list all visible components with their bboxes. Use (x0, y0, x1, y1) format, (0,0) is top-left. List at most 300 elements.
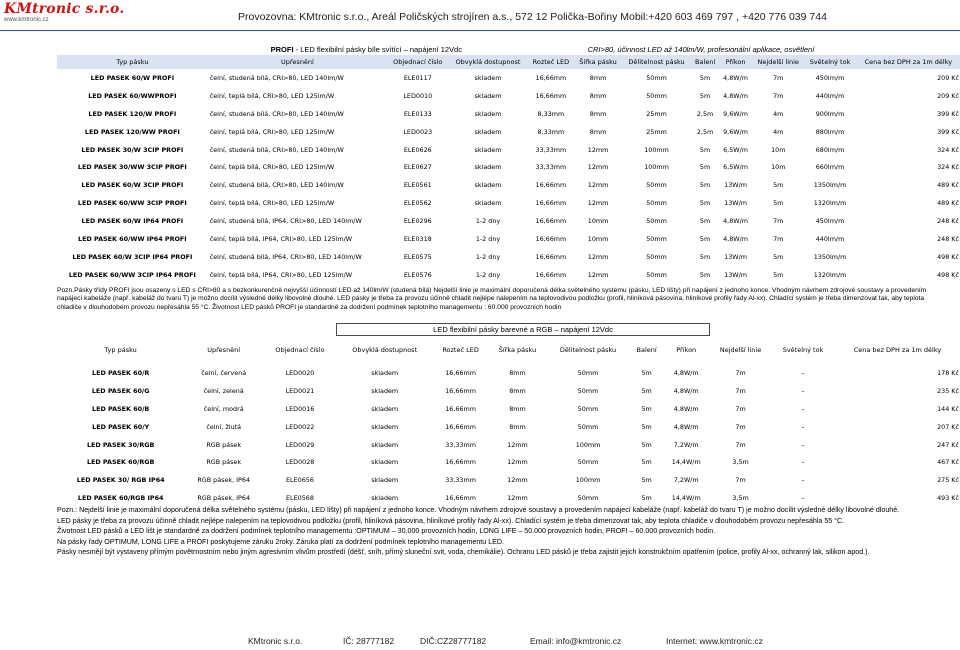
table-cell: čelní, modrá (203, 404, 244, 413)
table-cell: 7m (773, 217, 784, 226)
table-cell: čelní, studená bílá, CRI>80, LED 140lm/W (209, 145, 344, 154)
column-header: Šířka pásku (579, 58, 617, 66)
table-cell: 6,5W/m (723, 145, 748, 154)
rgb-note (57, 505, 942, 558)
footer-web: Internet: www.kmtronic.cz (666, 636, 763, 646)
table-cell: ELE0117 (403, 73, 432, 82)
table-cell: 16,66mm (528, 230, 575, 248)
table-cell: 4,8W/m (663, 382, 709, 400)
table-cell: 8mm (589, 73, 607, 82)
table-cell: čelní, žlutá (184, 418, 263, 436)
table-cell: – (772, 489, 834, 507)
footer-email: Email: info@kmtronic.cz (530, 636, 622, 646)
table-cell: 16,66mm (445, 368, 476, 377)
table-cell: – (801, 476, 805, 485)
table-cell: skladem (474, 145, 502, 154)
rgb-banner-row (57, 324, 960, 336)
table-cell: skladem (337, 418, 433, 436)
table-cell: 13W/m (719, 266, 752, 284)
profi-note: Pozn.Pásky třídy PROFI jsou osazeny s LED s CRI>80 a s bezkonkurenčně nejvyšší účinností LED až 140lm/W (studená bílá) Nejdelší linie je maximální doporučená délka světelného systému (pásku, LED lišty) při napájení z jednoho konce. Vhodným návrhem zdrojové soustavy a provedením napájecí kabeláže (např. kabeláž do tvaru T) je možno docílit výsledné délky libovolné dlouhé. LED pásky je třeba za provozu účinně chladit nejlépe nalepením na teplovodivou podložku (profil, hliníková pásovina, hliníkové profily řady Al-xx). Chladící systém je třeba dimenzovat tak, aby teplota chladiče v dlouhodobém provozu nepřesáhla 55 °C. Životnost LED pásků PROFI je standardně za dodržení podmínek teplotního managementu : 60.000 provozních hodin (57, 287, 927, 311)
table-cell: čelní, teplá bílá, CRI>80, LED 125lm/W (208, 123, 387, 141)
table-cell: 7,2W/m (673, 476, 699, 485)
table-cell: 4,8W/m (673, 368, 699, 377)
table-cell: skladem (337, 382, 433, 400)
table-cell: ELE0626 (403, 145, 432, 154)
table-cell: 5m (641, 368, 652, 377)
table-cell: 7m (709, 382, 772, 400)
table-row (57, 176, 960, 194)
table-cell: 25mm (622, 123, 691, 141)
table-cell: 1-2 dny (448, 230, 527, 248)
table-cell: skladem (371, 368, 399, 377)
table-cell: 5m (691, 266, 719, 284)
table-cell: 440lm/m (804, 87, 855, 105)
table-cell: čelní, studená bílá, CRI>80, LED 140lm/W (209, 109, 344, 118)
table-cell: – (772, 382, 834, 400)
table-cell: 16,66mm (432, 453, 488, 471)
table-cell: ELE0568 (263, 489, 337, 507)
table-cell: 13W/m (719, 194, 752, 212)
table-cell: LED PASEK 60/WW IP64 PROFI (57, 230, 208, 248)
table-cell: 8mm (574, 87, 622, 105)
table-cell: čelní, studená bílá, CRI>80, LED 140lm/W (209, 73, 344, 82)
column-header: Dělitelnost pásku (628, 58, 685, 66)
table-cell: 10mm (574, 230, 622, 248)
column-header-row (57, 55, 960, 69)
table-cell: ELE0656 (286, 476, 314, 485)
table-row (57, 364, 960, 382)
table-cell: 275 Kč (937, 476, 959, 485)
footer-ic: IČ: 28777182 (343, 636, 395, 646)
table-cell: 100mm (575, 476, 601, 485)
table-cell: 7m (752, 87, 804, 105)
column-header: Příkon (663, 336, 709, 365)
table-cell: LED PASEK 30/WW 3CIP PROFI (57, 158, 208, 176)
column-header: Šířka pásku (489, 336, 547, 365)
table-cell: 1-2 dny (475, 217, 501, 226)
table-row (57, 123, 960, 141)
table-cell: 498 Kč (937, 252, 959, 261)
table-row (57, 194, 960, 212)
table-cell: 12mm (574, 194, 622, 212)
rgb-price-table (57, 323, 960, 507)
table-cell: 50mm (546, 418, 630, 436)
table-cell: LED PASEK 30/RGB (86, 440, 155, 449)
table-cell: 50mm (646, 217, 667, 226)
table-cell: LED PASEK 120/WW PROFI (57, 123, 208, 141)
table-row (57, 212, 960, 230)
table-cell: LED PASEK 30/W 3CIP PROFI (81, 145, 184, 154)
table-cell: 324 Kč (856, 158, 960, 176)
table-cell: 4,8W/m (719, 87, 752, 105)
column-header: Světelný tok (809, 58, 851, 66)
table-cell: 50mm (622, 87, 691, 105)
table-cell: ELE0562 (387, 194, 448, 212)
profi-price-table (57, 44, 960, 284)
table-cell: skladem (371, 404, 399, 413)
note-paragraph: Životnost LED pásků a LED lišt je standardně za dodržení podmínek teplotního managementu :OPTIMUM – 30.000 provozních hodin, LONG LIFE – 50.000 provozních hodin, PROFI – 60.000 provozních hodin. (57, 527, 716, 536)
table-cell: skladem (448, 194, 527, 212)
table-cell: skladem (448, 123, 527, 141)
table-cell: 12mm (587, 252, 609, 261)
table-cell: 209 Kč (856, 87, 960, 105)
column-header: Rozteč LED (532, 58, 570, 66)
table-cell: skladem (448, 158, 527, 176)
table-row (57, 158, 960, 176)
table-cell: 50mm (646, 181, 667, 190)
table-cell: ELE0576 (387, 266, 448, 284)
table-cell: skladem (337, 489, 433, 507)
table-cell: 8,33mm (528, 123, 575, 141)
table-cell: 7m (735, 476, 746, 485)
table-cell: 399 Kč (937, 109, 959, 118)
table-cell: 4,8W/m (673, 404, 699, 413)
table-cell: 8,33mm (537, 109, 565, 118)
table-cell: skladem (474, 181, 502, 190)
table-cell: 3,5m (709, 489, 772, 507)
table-cell: 5m (773, 252, 784, 261)
table-cell: LED PASEK 60/W PROFI (90, 73, 175, 82)
table-cell: 8mm (589, 109, 607, 118)
table-cell: – (801, 440, 805, 449)
table-cell: 5m (630, 489, 664, 507)
note-paragraph: Pásky nesmějí být vystaveny přímým povětrnostním nebo jiným agresivním vlivům prostředí (déšť, sníh, přímý sluneční svit, voda, chemikálie). Ochranu LED pásků je třeba zajistit jejich konstrukčním opatřením (police, profily Al-xx, ochranný lak, silikon apod.). (57, 548, 870, 557)
table-cell: 248 Kč (937, 217, 959, 226)
column-header: Objednací číslo (263, 336, 337, 365)
column-header: Cena bez DPH za 1m délky (864, 58, 953, 66)
table-cell: 7m (752, 230, 804, 248)
table-cell: čelní, teplá bílá, CRI>80, LED 125lm/W (208, 158, 387, 176)
table-cell: RGB pásek, IP64 (184, 489, 263, 507)
table-cell: 399 Kč (856, 123, 960, 141)
table-row (57, 266, 960, 284)
table-cell: 5m (699, 73, 711, 82)
table-cell: LED0010 (387, 87, 448, 105)
table-cell: 33,33mm (528, 158, 575, 176)
table-cell: 1-2 dny (448, 266, 527, 284)
note-paragraph: Na pásky řady OPTIMUM, LONG LIFE a PROFI poskytujeme záruku 2roky. Záruka platí za dodržení podmínek teplotního managementu LED. (57, 537, 504, 546)
table-row (57, 418, 960, 436)
table-cell: 8mm (574, 123, 622, 141)
table-cell: 5m (752, 194, 804, 212)
table-cell: 5m (699, 181, 711, 190)
table-cell: 4m (752, 123, 804, 141)
header-address: Provozovna: KMtronic s.r.o., Areál Poličských strojíren a.s., 572 12 Polička-Bořiny Mobil:+420 603 469 797 , +420 776 039 744 (238, 11, 827, 23)
banner-right: CRI>80, účinnost LED až 140lm/W, profesionální aplikace, osvětlení (587, 45, 815, 54)
table-row (57, 69, 960, 87)
table-cell: čelní, zelená (184, 382, 263, 400)
table-cell: 1350lm/m (813, 181, 847, 190)
table-cell: LED0016 (285, 404, 315, 413)
table-cell: LED PASEK 60/RGB (57, 453, 184, 471)
table-cell: 7m (735, 368, 746, 377)
table-cell: 5m (641, 404, 652, 413)
table-cell: ELE0296 (403, 217, 432, 226)
table-cell: 10m (771, 145, 786, 154)
table-cell: 4,8W/m (719, 230, 752, 248)
table-cell: 12mm (489, 453, 547, 471)
table-cell: 880lm/m (804, 123, 855, 141)
table-cell: 33,33mm (535, 145, 567, 154)
table-cell: skladem (337, 453, 433, 471)
table-cell: 50mm (622, 230, 691, 248)
table-cell: LED PASEK 60/WW 3CIP PROFI (57, 194, 208, 212)
table-cell: skladem (371, 440, 399, 449)
column-header: Upřesnění (281, 58, 314, 66)
table-cell: 7m (735, 404, 746, 413)
table-cell: ELE0575 (403, 252, 432, 261)
table-cell: 4,8W/m (663, 418, 709, 436)
table-cell: 16,66mm (432, 382, 488, 400)
table-cell: 4,8W/m (723, 217, 748, 226)
table-cell: LED PASEK 60/R (92, 368, 150, 377)
table-cell: 9,6W/m (723, 109, 748, 118)
table-cell: 12mm (507, 440, 528, 449)
column-header: Příkon (725, 58, 746, 66)
table-cell: 8mm (489, 418, 547, 436)
table-cell: 2,5m (696, 109, 714, 118)
table-cell: – (772, 453, 834, 471)
table-cell: 16,66mm (535, 181, 567, 190)
logo-url: www.kmtronic.cz (4, 17, 49, 23)
table-cell: čelní, červená (201, 368, 247, 377)
table-cell: LED PASEK 60/G (57, 382, 184, 400)
column-header: Cena bez DPH za 1m délky (834, 336, 960, 365)
table-cell: – (772, 418, 834, 436)
table-cell: LED PASEK 60/W 3CIP PROFI (81, 181, 184, 190)
table-cell: 33,33mm (445, 476, 476, 485)
banner-text: - LED flexibilní pásky bíle svítící – napájení 12Vdc (293, 45, 462, 54)
page-header (0, 0, 960, 38)
table-cell: 178 Kč (937, 368, 959, 377)
table-cell: LED0022 (263, 418, 337, 436)
table-cell: 50mm (546, 382, 630, 400)
table-row (57, 382, 960, 400)
table-cell: LED0020 (285, 368, 315, 377)
table-cell: 248 Kč (856, 230, 960, 248)
table-cell: 14,4W/m (663, 453, 709, 471)
table-cell: čelní, teplá bílá, CRI>80, LED 125lm/W (208, 194, 387, 212)
table-cell: 12mm (574, 158, 622, 176)
table-cell: 5m (699, 252, 711, 261)
table-cell: LED PASEK 60/Y (57, 418, 184, 436)
table-cell: 16,66mm (535, 217, 567, 226)
table-cell: ELE0561 (403, 181, 432, 190)
table-cell: 50mm (546, 453, 630, 471)
table-cell: 9,6W/m (719, 123, 752, 141)
table-cell: ELE0133 (403, 109, 432, 118)
table-cell: 100mm (644, 145, 669, 154)
table-cell: 5m (641, 440, 652, 449)
table-cell: 498 Kč (856, 266, 960, 284)
table-cell: 12mm (507, 476, 528, 485)
table-cell: LED0029 (285, 440, 315, 449)
column-header: Objednací číslo (393, 58, 443, 66)
table-cell: 13W/m (724, 252, 747, 261)
column-header-row (57, 336, 960, 365)
column-header: Rozteč LED (432, 336, 488, 365)
table-row (57, 230, 960, 248)
table-cell: 50mm (622, 194, 691, 212)
table-cell: skladem (448, 87, 527, 105)
table-cell: 12mm (587, 145, 609, 154)
table-cell: 6,5W/m (719, 158, 752, 176)
table-cell: 5m (773, 181, 784, 190)
table-cell: 16,66mm (535, 73, 567, 82)
table-cell: 16,66mm (445, 404, 476, 413)
table-cell: LED PASEK 60/B (92, 404, 150, 413)
table-cell: 207 Kč (834, 418, 960, 436)
table-cell: čelní, teplá bílá, CRI>80, LED 125lm/W (208, 87, 387, 105)
table-cell: 7m (709, 418, 772, 436)
table-cell: 50mm (646, 73, 667, 82)
table-cell: 7m (735, 440, 746, 449)
table-cell: skladem (474, 73, 502, 82)
table-cell: LED0028 (263, 453, 337, 471)
table-cell: 5m (699, 145, 711, 154)
column-header: Balení (630, 336, 664, 365)
table-cell: čelní, studená bílá, IP64, CRI>80, LED 140lm/W (209, 217, 362, 226)
banner-bold: PROFI (270, 45, 294, 54)
table-cell: 12mm (489, 489, 547, 507)
table-cell: 489 Kč (856, 194, 960, 212)
table-cell: 13W/m (724, 181, 747, 190)
table-cell: čelní, teplá bílá, IP64, CRI>80, LED 125lm/W (208, 230, 387, 248)
table-cell: skladem (371, 476, 399, 485)
table-cell: 100mm (575, 440, 601, 449)
table-cell: 50mm (622, 266, 691, 284)
table-cell: 16,66mm (528, 266, 575, 284)
column-header: Upřesnění (184, 336, 263, 365)
table-cell: 14,4W/m (663, 489, 709, 507)
table-cell: ELE0627 (387, 158, 448, 176)
table-cell: 5m (691, 194, 719, 212)
table-cell: 5m (691, 87, 719, 105)
table-cell: 5m (630, 453, 664, 471)
table-cell: 16,66mm (528, 194, 575, 212)
rgb-banner: LED flexibilní pásky barevné a RGB – napájení 12Vdc (337, 324, 709, 336)
table-cell: 50mm (646, 252, 667, 261)
column-header: Nejdelší linie (757, 58, 799, 66)
table-cell: 5m (641, 476, 652, 485)
table-cell: LED PASEK 60/W IP64 PROFI (81, 217, 184, 226)
table-cell: 5m (699, 217, 711, 226)
table-cell: 900lm/m (815, 109, 845, 118)
table-cell: LED PASEK 60/WW 3CIP IP64 PROFI (57, 266, 208, 284)
table-cell: 1-2 dny (475, 252, 501, 261)
table-cell: 209 Kč (937, 73, 959, 82)
table-row (57, 248, 960, 266)
table-cell: LED PASEK 120/W PROFI (88, 109, 177, 118)
profi-banner (57, 44, 960, 55)
table-cell: 5m (691, 158, 719, 176)
column-header: Dělitelnost pásku (546, 336, 630, 365)
column-header: Obvyklá dostupnost (337, 336, 433, 365)
table-cell: 2,5m (691, 123, 719, 141)
column-header: Nejdelší linie (709, 336, 772, 365)
table-cell: 4,8W/m (723, 73, 748, 82)
table-cell: 50mm (577, 368, 599, 377)
column-header: Světelný tok (772, 336, 834, 365)
footer-dic: DIČ:CZ28777182 (420, 636, 487, 646)
column-header: Typ pásku (57, 336, 184, 365)
table-row (57, 87, 960, 105)
column-header: Typ pásku (116, 58, 149, 66)
header-divider (0, 30, 960, 31)
table-cell: RGB pásek, IP64 (197, 476, 251, 485)
table-cell: 144 Kč (937, 404, 959, 413)
table-cell: čelní, studená bílá, IP64, CRI>80, LED 140lm/W (209, 252, 362, 261)
table-cell: 450lm/m (815, 73, 845, 82)
table-cell: 100mm (622, 158, 691, 176)
table-cell: 16,66mm (432, 489, 488, 507)
table-cell: 50mm (577, 404, 599, 413)
table-cell: 5m (752, 266, 804, 284)
column-header: Balení (694, 58, 716, 66)
table-cell: 16,66mm (528, 87, 575, 105)
table-cell: 4m (773, 109, 784, 118)
table-cell: 440lm/m (804, 230, 855, 248)
table-cell: skladem (474, 109, 502, 118)
table-row (57, 141, 960, 159)
table-cell: LED PASEK 60/W 3CIP IP64 PROFI (72, 252, 193, 261)
table-cell: LED0021 (263, 382, 337, 400)
table-cell: 5m (691, 230, 719, 248)
company-logo: KMtronic s.r.o. (4, 1, 125, 17)
table-cell: 12mm (587, 181, 609, 190)
table-cell: LED0023 (387, 123, 448, 141)
note-paragraph: Pozn.: Nejdelší linie je maximální doporučená délka světelného systému (pásku, LED lišty) při napájení z jednoho konce. Vhodným návrhem zdrojové soustavy a provedením napájecí kabeláže (např. kabeláž do tvaru T) je možno docílit výsledné délky libovolné dlouhé. (57, 506, 900, 514)
table-cell: 489 Kč (937, 181, 959, 190)
table-cell: 450lm/m (815, 217, 845, 226)
table-row (57, 471, 960, 489)
table-cell: RGB pásek (206, 440, 242, 449)
table-cell: čelní, teplá bílá, IP64, CRI>80, LED 125lm/W (208, 266, 387, 284)
table-cell: 16,66mm (535, 252, 567, 261)
table-cell: 33,33mm (445, 440, 476, 449)
table-cell: 5m (630, 382, 664, 400)
table-cell: 680lm/m (815, 145, 845, 154)
table-cell: – (801, 404, 805, 413)
table-cell: 1350lm/m (813, 252, 847, 261)
table-cell: 247 Kč (937, 440, 959, 449)
table-cell: 5m (630, 418, 664, 436)
note-paragraph: LED pásky je třeba za provozu účinně chladit nejlépe nalepením na teplovodivou podložku (profil, hliníková pásovina, hliníkové profily řady Al-xx). Chladící systém je třeba dimenzovat tak, aby teplota chladiče v dlouhodobém provozu nepřesáhla 55 °C. (57, 516, 845, 525)
table-row (57, 105, 960, 123)
table-cell: 235 Kč (834, 382, 960, 400)
table-cell: LED PASEK 60/RGB IP64 (57, 489, 184, 507)
table-cell: 12mm (574, 266, 622, 284)
table-cell: 50mm (546, 489, 630, 507)
table-cell: ELE0318 (387, 230, 448, 248)
table-row (57, 436, 960, 454)
table-cell: 10m (752, 158, 804, 176)
table-row (57, 453, 960, 471)
table-cell: 324 Kč (937, 145, 959, 154)
table-cell: 1320lm/m (804, 266, 855, 284)
table-cell: 493 Kč (834, 489, 960, 507)
table-cell: 1320lm/m (804, 194, 855, 212)
table-cell: 3,5m (709, 453, 772, 471)
table-cell: 7m (773, 73, 784, 82)
table-row (57, 400, 960, 418)
table-cell: 7,2W/m (673, 440, 699, 449)
table-cell: 660lm/m (804, 158, 855, 176)
table-cell: 8mm (509, 404, 526, 413)
table-cell: – (801, 368, 805, 377)
table-cell: 467 Kč (834, 453, 960, 471)
table-cell: 8mm (489, 382, 547, 400)
